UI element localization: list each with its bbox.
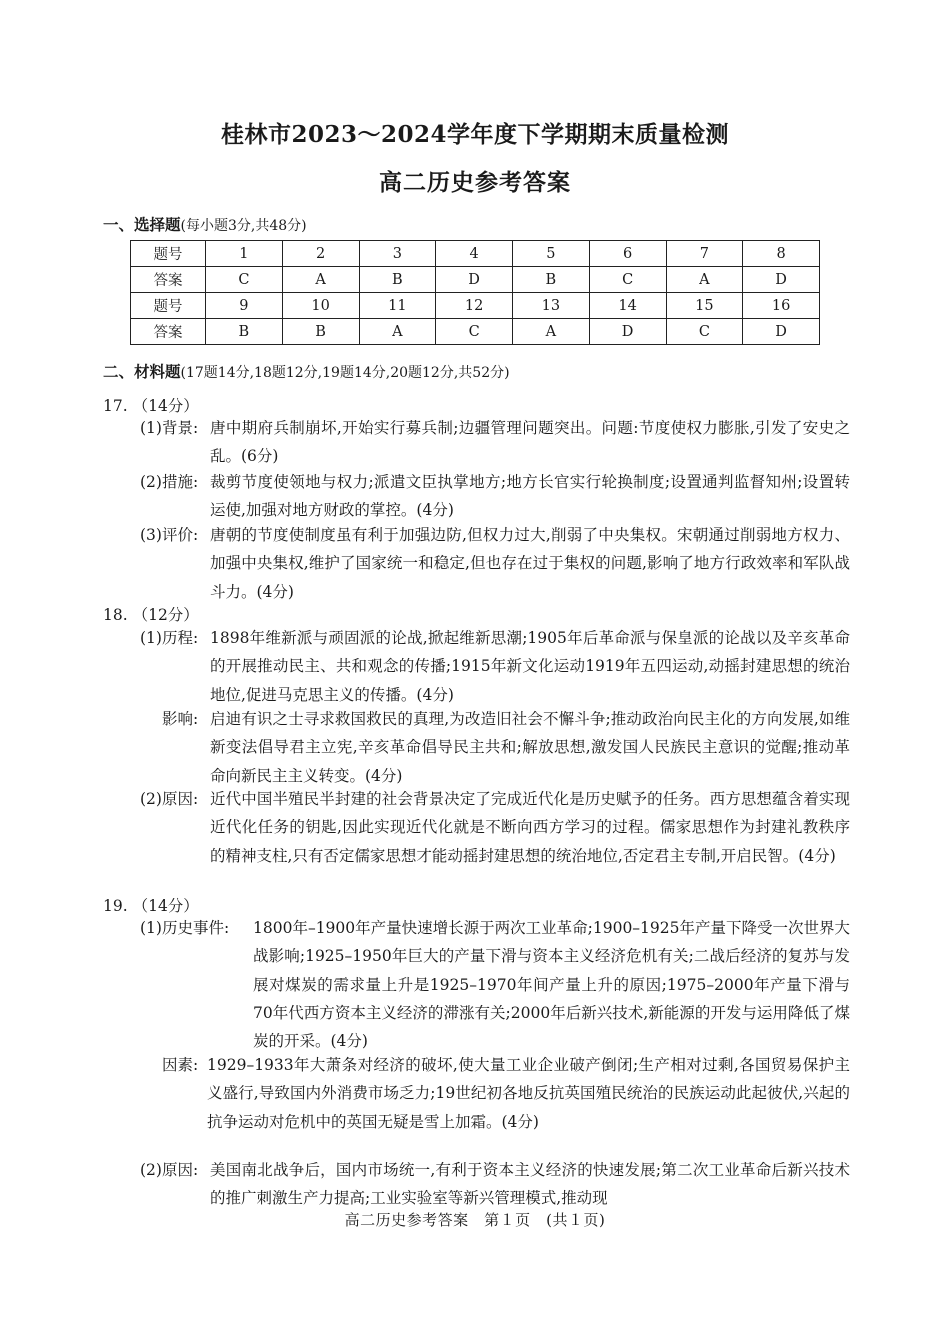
q19-factors-label: 因素: [162,1056,199,1074]
q18-part2 [140,785,850,901]
q17-part3-label: (3)评价: [140,526,199,544]
table-row-header: 答案 [131,267,206,293]
q19-factors [162,1051,850,1167]
table-row [131,293,820,319]
table-cell: 8 [743,241,820,267]
q19-part2-text: 美国南北战争后，国内市场统一,有利于资本主义经济的快速发展;第二次工业革命后新兴技术的推广刺激生产力提高;工业实验室等新兴管理模式,推动现 [210,1161,850,1208]
page-title: 桂林市2023～2024学年度下学期期末质量检测 [220,121,730,148]
q19-part2-label: (2)原因: [140,1161,199,1179]
q17-part3 [140,521,850,609]
table-cell: 10 [282,293,359,319]
table-cell: 11 [359,293,436,319]
table-cell: B [206,319,283,345]
q19-heading: 19. （14分） [103,897,199,915]
q17-part1-label: (1)背景: [140,419,199,437]
q18-part2-label: (2)原因: [140,790,199,808]
section-1-note: (每小题3分,共48分) [180,218,307,234]
q18-part1-label: (1)历程: [140,629,199,647]
q17-part1 [140,414,850,474]
section-2-title: 二、材料题 [103,362,181,381]
table-cell: D [436,267,513,293]
table-cell: 14 [589,293,666,319]
q18-heading: 18. （12分） [103,606,199,624]
q19-part2 [140,1156,850,1216]
table-cell: 13 [513,293,590,319]
table-cell: D [589,319,666,345]
table-cell: B [282,319,359,345]
table-cell: 5 [513,241,590,267]
page-footer: 高二历史参考答案 第１页 (共１页) [344,1211,606,1229]
q18-part2-text: 近代中国半殖民半封建的社会背景决定了完成近代化是历史赋予的任务。西方思想蕴含着实现近代化任务的钥匙,因此实现近代化就是不断向西方学习的过程。儒家思想作为封建礼教秩序的精神支柱,只有否定儒家思想才能动摇封建思想的统治地位,否定君主专制,开启民智。(4分) [210,790,850,865]
table-cell: C [589,267,666,293]
q18-impact [162,705,850,793]
table-row [131,241,820,267]
table-cell: C [436,319,513,345]
table-cell: C [666,319,743,345]
table-cell: A [282,267,359,293]
table-cell: A [513,319,590,345]
q17-part2-label: (2)措施: [140,473,199,491]
table-cell: A [359,319,436,345]
table-cell: C [206,267,283,293]
section-2-note: (17题14分,18题12分,19题14分,20题12分,共52分) [180,365,510,381]
table-cell: 15 [666,293,743,319]
table-cell: 7 [666,241,743,267]
table-cell: 9 [206,293,283,319]
q17-part1-text: 唐中期府兵制崩坏,开始实行募兵制;边疆管理问题突出。问题:节度使权力膨胀,引发了安史之乱。(6分) [210,419,850,466]
q19-part1-label: (1)历史事件: [140,919,230,937]
table-cell: A [666,267,743,293]
table-cell: 12 [436,293,513,319]
table-cell: 6 [589,241,666,267]
page-subtitle: 高二历史参考答案 [379,169,571,196]
q18-impact-label: 影响: [162,710,199,728]
table-row-header: 题号 [131,293,206,319]
table-cell: 2 [282,241,359,267]
q18-impact-text: 启迪有识之士寻求救国救民的真理,为改造旧社会不懈斗争;推动政治向民主化的方向发展,如维新变法倡导君主立宪,辛亥革命倡导民主共和;解放思想,激发国人民族民主意识的觉醒;推动革命向新民主主义转变。(4分) [210,710,850,785]
table-cell: 16 [743,293,820,319]
table-row-header: 答案 [131,319,206,345]
table-row [131,319,820,345]
table-cell: D [743,319,820,345]
q19-factors-text: 1929–1933年大萧条对经济的破坏,使大量工业企业破产倒闭;生产相对过剩,各国贸易保护主义盛行,导致国内外消费市场乏力;19世纪初各地反抗英国殖民统治的民族运动此起彼伏,兴起的抗争运动对危机中的英国无疑是雪上加霜。(4分) [207,1056,850,1131]
table-row [131,267,820,293]
table-cell: D [743,267,820,293]
q18-part1 [140,624,850,712]
q19-part1-text: 1800年–1900年产量快速增长源于两次工业革命;1900–1925年产量下降受一次世界大战影响;1925–1950年巨大的产量下滑与资本主义经济危机有关;二战后经济的复苏与发展对煤炭的需求量上升是1925–1970年间产量上升的原因;1975–2000年产量下滑与70年代西方资本主义经济的滞涨有关;2000年后新兴技术,新能源的开发与运用降低了煤炭的开采。(4分) [253,919,851,1051]
section-1-title: 一、选择题 [103,215,181,234]
table-cell: 3 [359,241,436,267]
q18-part1-text: 1898年维新派与顽固派的论战,掀起维新思潮;1905年后革命派与保皇派的论战以及辛亥革命的开展推动民主、共和观念的传播;1915年新文化运动1919年五四运动,动摇封建思想的统治地位,促进马克思主义的传播。(4分) [210,629,850,704]
table-cell: 4 [436,241,513,267]
answer-table [130,240,820,345]
q17-part3-text: 唐朝的节度使制度虽有利于加强边防,但权力过大,削弱了中央集权。宋朝通过削弱地方权力、加强中央集权,维护了国家统一和稳定,但也存在过于集权的问题,影响了地方行政效率和军队战斗力。(4分) [210,526,850,601]
table-row-header: 题号 [131,241,206,267]
table-cell: B [513,267,590,293]
section-2-heading [103,360,510,382]
section-1-heading [103,213,307,235]
table-cell: B [359,267,436,293]
q19-part1 [140,914,850,1059]
table-cell: 1 [206,241,283,267]
q17-part2 [140,468,850,528]
q17-heading: 17. （14分） [103,397,199,415]
q17-part2-text: 裁剪节度使领地与权力;派遣文臣执掌地方;地方长官实行轮换制度;设置通判监督知州;设置转运使,加强对地方财政的掌控。(4分) [210,473,850,520]
